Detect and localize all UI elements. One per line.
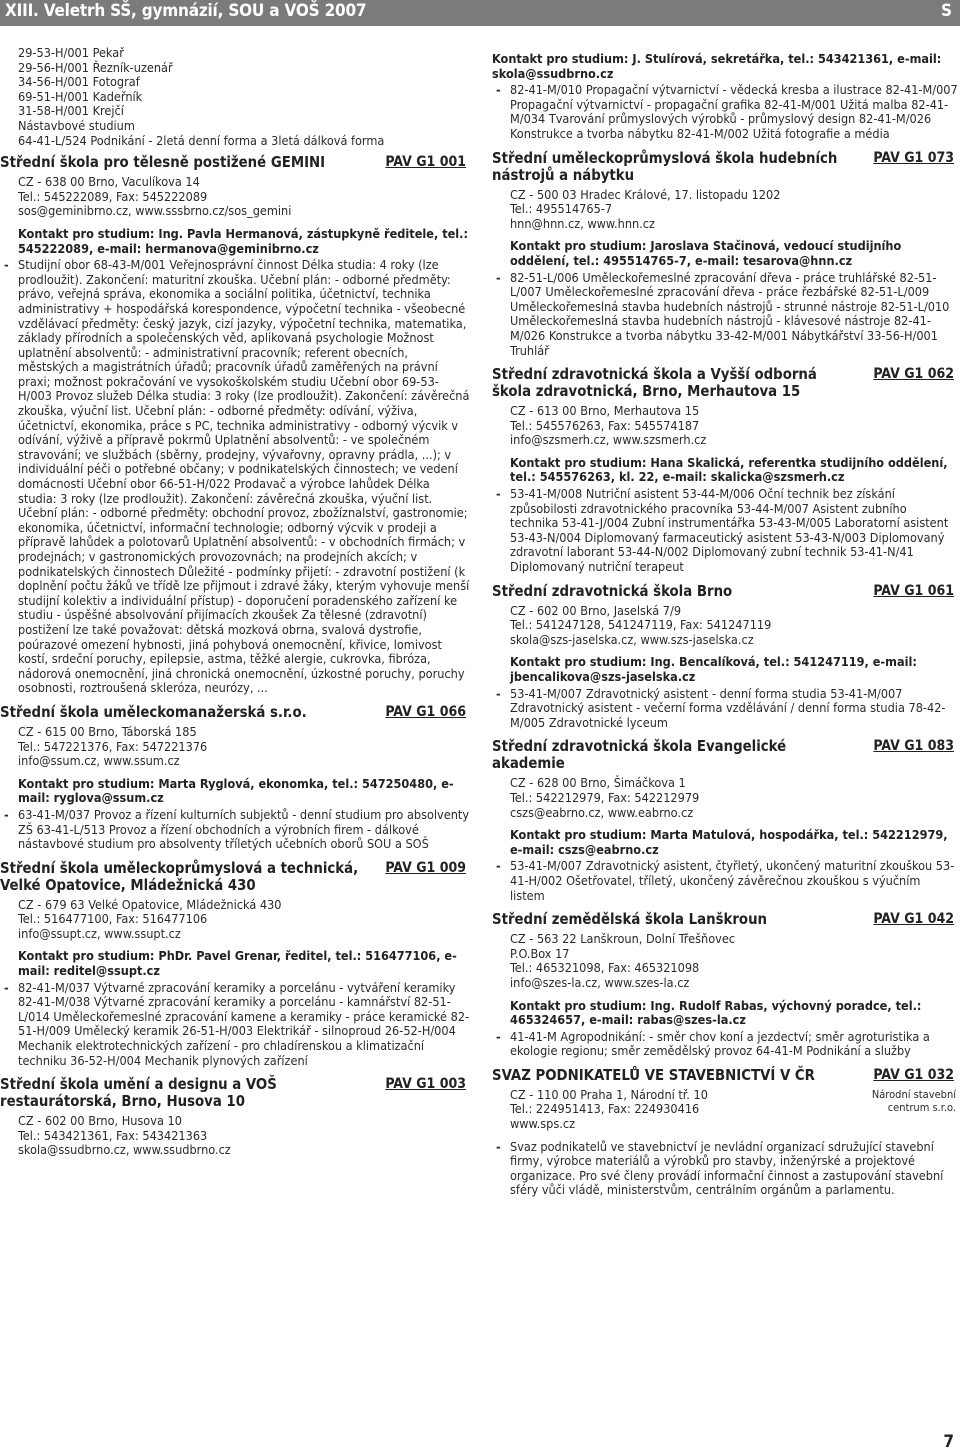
school-entry-eabrno <box>492 738 958 903</box>
address-line: Tel.: 547221376, Fax: 547221376 <box>18 738 208 754</box>
school-title <box>0 860 470 894</box>
pavilion-code: PAV G1 009 <box>385 859 466 876</box>
contact-label: Kontakt pro studium: <box>492 51 629 66</box>
school-address <box>0 1114 470 1158</box>
list-item: 31-58-H/001 Krejčí <box>18 103 124 119</box>
school-entry-gemini <box>0 154 470 696</box>
address-line: www.sps.cz <box>510 1116 576 1132</box>
organization-description: - Svaz podnikatelů ve stavebnictví je nevládní organizací sdružující stavební firmy, výrobce materiálů a výrobků pro stavby, inženýrské a projektové organizace. Pro své členy provádí informační činnost a zastupování stavební sféry vůči vládě, ministerstvům, centrálním orgánům a parlamentu. <box>492 1140 958 1198</box>
address-line: Tel.: 541247128, 541247119, Fax: 541247119 <box>510 617 772 633</box>
programs-text: - 82-41-M/037 Výtvarné zpracování keramiky a porcelánu - vytváření keramiky 82-41-M/038 Výtvarné zpracování keramiky a porcelánu - kamnářství 82-51-L/014 Uměleckořemeslné zpracování kamene a keramiky - práce keramické 82-51-H/009 Umělecký keramik 26-51-H/003 Elektrikář - silnoproud 26-52-H/004 Mechanik elektrotechnických zařízení - pro chladírenskou a klimatizační techniku 36-52-H/004 Mechanik plynových zařízení <box>0 981 470 1069</box>
contact-info <box>0 949 470 978</box>
school-entry-sps <box>492 1067 958 1198</box>
school-name: Střední zdravotnická škola Brno <box>492 582 733 600</box>
contact-value: PhDr. Pavel Grenar, ředitel, tel.: 516477106, e-mail: reditel@ssupt.cz <box>18 948 457 979</box>
address-line: CZ - 563 22 Lanškroun, Dolní Třešňovec <box>510 931 736 947</box>
pavilion-code: PAV G1 061 <box>873 582 954 599</box>
contact-value: Jaroslava Stačinová, vedoucí studijního oddělení, tel.: 495514765-7, e-mail: tesarova@hnn.cz <box>510 238 902 268</box>
contact-info <box>492 456 958 485</box>
pavilion-code: PAV G1 083 <box>873 738 954 755</box>
school-title <box>492 738 958 772</box>
contact-value: Ing. Rudolf Rabas, výchovný poradce, tel.: 465324657, e-mail: rabas@szes-la.cz <box>510 997 922 1028</box>
school-entry-ssum <box>0 704 470 852</box>
contact-label: Kontakt pro studium: <box>510 238 647 254</box>
contact-info <box>492 239 958 268</box>
page-number: 7 <box>943 1432 954 1452</box>
address-line: info@szes-la.cz, www.szes-la.cz <box>510 974 690 990</box>
address-line: cszs@eabrno.cz, www.eabrno.cz <box>510 804 694 820</box>
programs-text: - 53-41-M/007 Zdravotnický asistent - denní forma studia 53-41-M/007 Zdravotnický asistent - večerní forma vzdělávání / denní forma studia 78-42-M/005 Zdravotnické lyceum <box>492 687 958 731</box>
left-column <box>0 46 470 1158</box>
address-line: CZ - 110 00 Praha 1, Národní tř. 10 <box>510 1086 708 1102</box>
sps-block <box>492 1088 958 1132</box>
contact-label: Kontakt pro studium: <box>510 654 647 670</box>
school-name: Střední škola uměleckomanažerská s.r.o. <box>0 703 307 721</box>
contact-value: Marta Ryglová, ekonomka, tel.: 547250480, e-mail: ryglova@ssum.cz <box>18 775 454 806</box>
address-line: CZ - 500 03 Hradec Králové, 17. listopadu 1202 <box>510 186 781 202</box>
school-entry-hnn <box>492 150 958 359</box>
pavilion-note: Národní stavební centrum s.r.o. <box>871 1087 956 1114</box>
address-line: CZ - 615 00 Brno, Táborská 185 <box>18 723 197 739</box>
address-line: Tel.: 542212979, Fax: 542212979 <box>510 789 700 805</box>
page-header <box>0 0 960 26</box>
school-entry-szsbrno <box>492 583 958 731</box>
organization-name: SVAZ PODNIKATELŮ VE STAVEBNICTVÍ V ČR <box>492 1066 815 1084</box>
school-title <box>0 1076 470 1110</box>
contact-info <box>0 777 470 806</box>
school-title <box>492 583 958 600</box>
header-title: XIII. Veletrh SŠ, gymnázií, SOU a VOŠ 2007 <box>5 1 367 21</box>
address-line: Tel.: 224951413, Fax: 224930416 <box>510 1101 700 1117</box>
school-entry-szes <box>492 911 958 1059</box>
pavilion-code: PAV G1 042 <box>873 911 954 928</box>
school-entry-szsmerh <box>492 366 958 575</box>
address-line: Tel.: 516477100, Fax: 516477106 <box>18 911 208 927</box>
contact-info <box>492 999 958 1028</box>
programs-text: - Studijní obor 68-43-M/001 Veřejnosprávní činnost Délka studia: 4 roky (lze prodloužit). Zakončení: maturitní zkouška. Učební plán: - odborné předměty: právo, veřejná správa, ekonomika a sociální politika, účetnictví, technika administrativy + hospodářská korespondence, výpočetní technika - všeobecné vzdělávací předměty: český jazyk, cizí jazyky, výpočetní technika, matematika, základy přírodních a společenských věd, aplikovaná psychologie Možnost uplatnění absolventů: - administrativní pracovník; referent obecních, městských a magistrátních úřadů; pracovník úřadů zaměřených na právní praxi; možnost pokračování ve vysokoškolském studiu Učební obor 69-53-H/003 Provoz služeb Délka studia: 3 roky (lze prodloužit). Zakončení: závěrečná zkouška, výuční list. Učební plán: - odborné předměty: odívání, výživa, účetnictví, ekonomika, práce s PC, technika administrativy - odborný výcvik v odívání, výživě a přípravě pokrmů Uplatnění absolventů: - ve společném stravování; ve službách (sběrny, prodejny, vývařovny, opravny prádla, ...); v individuální péči o potřebné občany; v podnikatelských činnostech; ve vedení domácnosti Učební obor 66-51-H/022 Prodavač a výrobce lahůdek Délka studia: 3 roky (lze prodloužit). Zakončení: závěrečná zkouška, výuční list. Učební plán: - odborné předměty: obchodní provoz, zbožíznalství, gastronomie; ekonomika, účetnictví, informační technologie; odborný výcvik v prodeji a přípravě lahůdek a polotovarů Uplatnění absolventů: - v obchodních firmách; v prodejnách; v gastronomických provozovnách; na prodejních akcích; v podnikatelských činnostech Důležité - podmínky přijetí: - zdravotní postižení (k doplnění počtu žáků ve třídě lze přijmout i zdravé žáky, kterým vyhovuje menší studijní kolektiv a individuální přístup) - doporučení poradenského zařízení ke studiu - úspěšné absolvování přijímacích zkoušek Za tělesné (zdravotní) postižení lze také považovat: dětská mozková obrna, svalová dystrofie, poúrazové omezení hybnosti, jiná pohybová onemocnění, křivice, lomivost kostí, srdeční poruchy, epilepsie, astma, těžké alergie, cukrovka, fibróza, nádorová onemocnění, jiná chronická onemocnění, úzkostné poruchy, poruchy osobnosti, roztroušená skleróza, neurózy, ... <box>0 258 470 696</box>
school-address <box>492 404 958 448</box>
address-line: P.O.Box 17 <box>510 945 570 961</box>
pavilion-code: PAV G1 001 <box>385 154 466 171</box>
school-name: Střední škola uměleckoprůmyslová a technická, Velké Opatovice, Mládežnická 430 <box>0 859 359 894</box>
programs-text: - 82-41-M/010 Propagační výtvarnictví - vědecká kresba a ilustrace 82-41-M/007 Propagační výtvarnictví - propagační grafika 82-41-M/001 Užitá malba 82-41-M/034 Tvarování průmyslových výrobků - průmyslový design 82-41-M/026 Konstrukce a tvorba nábytku 82-41-M/002 Užitá fotografie a média <box>492 83 958 141</box>
pavilion-code: PAV G1 062 <box>873 366 954 383</box>
programs-text: - 41-41-M Agropodnikání: - směr chov koní a jezdectví; směr agroturistika a ekologie regionu; směr zemědělský provoz 64-41-M Podnikání a služby <box>492 1030 958 1059</box>
address-line: info@szsmerh.cz, www.szsmerh.cz <box>510 432 707 448</box>
list-item: 29-56-H/001 Řezník-uzenář <box>18 59 173 75</box>
address-line: CZ - 638 00 Brno, Vaculíkova 14 <box>18 174 200 190</box>
school-address <box>0 175 470 219</box>
school-address <box>492 188 958 232</box>
contact-label: Kontakt pro studium: <box>510 827 647 843</box>
list-item: 64-41-L/524 Podnikání - 2letá denní forma a 3letá dálková forma <box>18 132 385 148</box>
address-line: hnn@hnn.cz, www.hnn.cz <box>510 215 655 231</box>
header-letter: S <box>940 1 952 21</box>
address-line: sos@geminibrno.cz, www.sssbrno.cz/sos_gemini <box>18 203 292 219</box>
list-item: 34-56-H/001 Fotograf <box>18 74 140 90</box>
list-item: 69-51-H/001 Kadeřník <box>18 88 143 104</box>
contact-label: Kontakt pro studium: <box>510 454 647 470</box>
pavilion-code: PAV G1 066 <box>385 703 466 720</box>
contact-info <box>0 227 470 256</box>
school-name: Střední zemědělská škola Lanškroun <box>492 911 768 929</box>
address-line: skola@szs-jaselska.cz, www.szs-jaselska.cz <box>510 631 754 647</box>
address-line: Tel.: 465321098, Fax: 465321098 <box>510 960 700 976</box>
address-line: info@ssupt.cz, www.ssupt.cz <box>18 925 181 941</box>
contact-label: Kontakt pro studium: <box>18 948 155 964</box>
list-item: 29-53-H/001 Pekař <box>18 45 124 60</box>
contact-value: Ing. Pavla Hermanová, zástupkyně ředitele, tel.: 545222089, e-mail: hermanova@geminibrno.cz <box>18 225 469 256</box>
contact-info <box>492 655 958 684</box>
school-address <box>0 725 470 769</box>
programs-text: - 53-41-M/008 Nutriční asistent 53-44-M/006 Oční technik bez získání způsobilosti zdravotnického pracovníka 53-44-M/007 Asistent zubního technika 53-41-J/004 Zubní instrumentářka 53-43-M/005 Laboratorní asistent 53-43-N/004 Diplomovaný farmaceutický asistent 53-43-N/003 Diplomovaný zdravotní laborant 53-44-N/002 Diplomovaný zubní technik 53-41-N/41 Diplomovaný nutriční terapeut <box>492 487 958 575</box>
address-line: CZ - 602 00 Brno, Jaselská 7/9 <box>510 602 682 618</box>
pavilion-code: PAV G1 032 <box>873 1066 954 1083</box>
contact-info <box>492 828 958 857</box>
address-line: info@ssum.cz, www.ssum.cz <box>18 753 180 769</box>
school-name: Střední zdravotnická škola a Vyšší odborná škola zdravotnická, Brno, Merhautova 15 <box>492 366 817 401</box>
pavilion-code: PAV G1 003 <box>385 1076 466 1093</box>
school-name: Střední škola umění a designu a VOŠ restaurátorská, Brno, Husova 10 <box>0 1076 277 1111</box>
address-line: CZ - 602 00 Brno, Husova 10 <box>18 1113 182 1129</box>
address-line: CZ - 628 00 Brno, Šimáčkova 1 <box>510 775 686 791</box>
school-address <box>0 898 470 942</box>
list-item: Nástavbové studium <box>18 117 135 133</box>
school-title <box>0 154 470 171</box>
school-address <box>492 776 958 820</box>
contact-value: J. Stulírová, sekretářka, tel.: 543421361, e-mail: skola@ssudbrno.cz <box>492 51 942 81</box>
school-entry-ssud <box>0 1076 470 1158</box>
school-name: Střední uměleckoprůmyslová škola hudebních nástrojů a nábytku <box>492 149 838 184</box>
address-line: CZ - 679 63 Velké Opatovice, Mládežnická 430 <box>18 896 282 912</box>
contact-label: Kontakt pro studium: <box>18 775 155 791</box>
programs-text: - 63-41-M/037 Provoz a řízení kulturních subjektů - denní studium pro absolventy ZŠ 63-41-L/513 Provoz a řízení obchodních a výrobních firem - dálkové nástavbové studium pro absolventy tříletých učebních oborů SOU a SOŠ <box>0 808 470 852</box>
pavilion-code: PAV G1 073 <box>873 149 954 166</box>
address-line: Tel.: 495514765-7 <box>510 201 613 217</box>
school-title <box>492 911 958 928</box>
contact-value: Hana Skalická, referentka studijního oddělení, tel.: 545576263, kl. 22, e-mail: skalicka@szsmerh.cz <box>510 454 948 485</box>
programs-text: - 82-51-L/006 Uměleckořemeslné zpracování dřeva - práce truhlářské 82-51-L/007 Uměleckořemeslné zpracování dřeva - práce řezbářské 82-51-L/009 Uměleckořemeslná stavba hudebních nástrojů - strunné nástroje 82-51-L/010 Uměleckořemeslná stavba hudebních nástrojů - klávesové nástroje 82-41-M/026 Konstrukce a tvorba nábytku 33-42-M/001 Nábytkářství 33-56-H/001 Truhlář <box>492 271 958 359</box>
contact-info <box>492 52 958 81</box>
address-line: CZ - 613 00 Brno, Merhautova 15 <box>510 403 700 419</box>
contact-label: Kontakt pro studium: <box>18 225 155 241</box>
contact-value: Ing. Bencalíková, tel.: 541247119, e-mail: jbencalikova@szs-jaselska.cz <box>510 654 917 684</box>
contact-value: Marta Matulová, hospodářka, tel.: 542212979, e-mail: cszs@eabrno.cz <box>510 827 948 857</box>
school-title <box>492 1067 958 1084</box>
address-line: Tel.: 545222089, Fax: 545222089 <box>18 188 208 204</box>
school-address <box>492 932 958 990</box>
right-column <box>492 46 958 1198</box>
address-line: Tel.: 545576263, Fax: 545574187 <box>510 417 700 433</box>
address-line: Tel.: 543421361, Fax: 543421363 <box>18 1127 208 1143</box>
school-address <box>492 604 958 648</box>
school-title <box>492 366 958 400</box>
intro-field-list <box>0 46 470 148</box>
school-entry-ssupt <box>0 860 470 1069</box>
school-name: Střední škola pro tělesně postižené GEMINI <box>0 154 326 172</box>
address-line: skola@ssudbrno.cz, www.ssudbrno.cz <box>18 1142 231 1158</box>
school-title <box>492 150 958 184</box>
school-name: Střední zdravotnická škola Evangelické akademie <box>492 738 787 773</box>
school-title <box>0 704 470 721</box>
contact-label: Kontakt pro studium: <box>510 997 647 1013</box>
programs-text: - 53-41-M/007 Zdravotnický asistent, čtyřletý, ukončený maturitní zkouškou 53-41-H/002 Ošetřovatel, tříletý, ukončený závěrečnou zkouškou s výučním listem <box>492 859 958 903</box>
